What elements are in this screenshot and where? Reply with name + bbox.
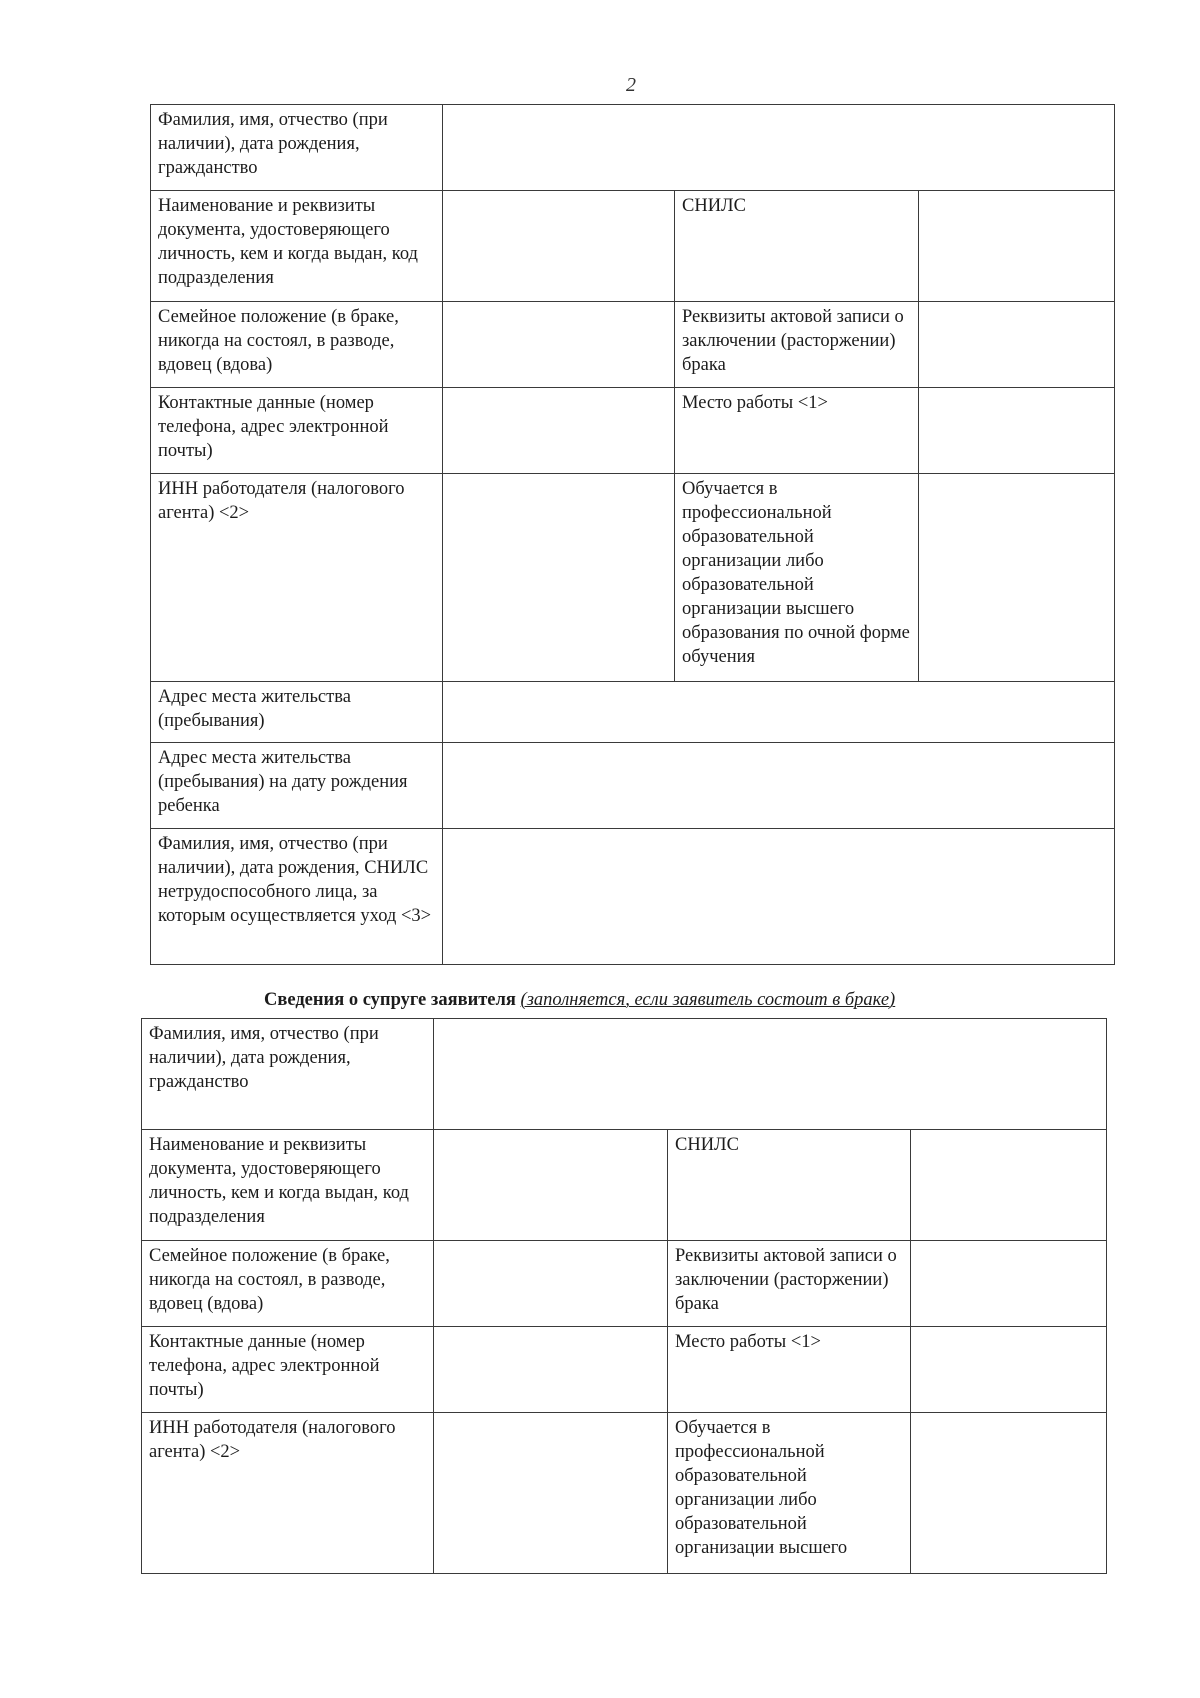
applicant-residence-address-label: Адрес места жительства (пребывания) [151, 682, 443, 743]
applicant-education-field[interactable] [919, 474, 1115, 682]
page-number: 2 [626, 74, 636, 96]
spouse-marital-status-field[interactable] [434, 1241, 668, 1327]
applicant-full-name-field[interactable] [443, 105, 1115, 191]
applicant-contacts-field[interactable] [443, 388, 675, 474]
spouse-row-marital-status [142, 1241, 1107, 1327]
spouse-full-name-label: Фамилия, имя, отчество (при наличии), дата рождения, гражданство [142, 1019, 434, 1130]
spouse-snils-label: СНИЛС [668, 1130, 911, 1241]
spouse-heading-title: Сведения о супруге заявителя [264, 990, 516, 1010]
applicant-row-employer-inn [151, 474, 1115, 682]
spouse-employer-inn-label: ИНН работодателя (налогового агента) <2> [142, 1413, 434, 1574]
spouse-row-contacts [142, 1327, 1107, 1413]
spouse-marital-status-label: Семейное положение (в браке, никогда на состоял, в разводе, вдовец (вдова) [142, 1241, 434, 1327]
applicant-identity-document-field[interactable] [443, 191, 675, 302]
applicant-employer-inn-field[interactable] [443, 474, 675, 682]
applicant-row-identity-document [151, 191, 1115, 302]
spouse-employer-inn-field[interactable] [434, 1413, 668, 1574]
spouse-contacts-label: Контактные данные (номер телефона, адрес электронной почты) [142, 1327, 434, 1413]
spouse-identity-document-field[interactable] [434, 1130, 668, 1241]
applicant-marriage-record-field[interactable] [919, 302, 1115, 388]
applicant-workplace-field[interactable] [919, 388, 1115, 474]
applicant-table [150, 104, 1115, 965]
applicant-workplace-label: Место работы <1> [675, 388, 919, 474]
spouse-marriage-record-field[interactable] [911, 1241, 1107, 1327]
applicant-row-residence-at-birth [151, 743, 1115, 829]
applicant-row-contacts [151, 388, 1115, 474]
spouse-table [141, 1018, 1107, 1574]
applicant-row-disabled-person [151, 829, 1115, 965]
spouse-contacts-field[interactable] [434, 1327, 668, 1413]
applicant-residence-at-birth-label: Адрес места жительства (пребывания) на дату рождения ребенка [151, 743, 443, 829]
spouse-full-name-field[interactable] [434, 1019, 1107, 1130]
spouse-identity-document-label: Наименование и реквизиты документа, удостоверяющего личность, кем и когда выдан, код подразделения [142, 1130, 434, 1241]
spouse-heading-note: (заполняется, если заявитель состоит в браке) [520, 990, 896, 1010]
applicant-row-marital-status [151, 302, 1115, 388]
spouse-snils-field[interactable] [911, 1130, 1107, 1241]
spouse-education-field[interactable] [911, 1413, 1107, 1574]
spouse-section-heading [264, 990, 895, 1011]
applicant-snils-label: СНИЛС [675, 191, 919, 302]
applicant-residence-address-field[interactable] [443, 682, 1115, 743]
spouse-education-label: Обучается в профессиональной образовательной организации либо образовательной организации высшего [668, 1413, 911, 1574]
applicant-row-residence-address [151, 682, 1115, 743]
spouse-row-full-name [142, 1019, 1107, 1130]
applicant-marital-status-label: Семейное положение (в браке, никогда на состоял, в разводе, вдовец (вдова) [151, 302, 443, 388]
applicant-education-label: Обучается в профессиональной образовательной организации либо образовательной организации высшего образования по очной форме обучения [675, 474, 919, 682]
applicant-marriage-record-label: Реквизиты актовой записи о заключении (расторжении) брака [675, 302, 919, 388]
applicant-disabled-person-field[interactable] [443, 829, 1115, 965]
applicant-contacts-label: Контактные данные (номер телефона, адрес электронной почты) [151, 388, 443, 474]
applicant-employer-inn-label: ИНН работодателя (налогового агента) <2> [151, 474, 443, 682]
applicant-snils-field[interactable] [919, 191, 1115, 302]
applicant-row-full-name [151, 105, 1115, 191]
spouse-workplace-field[interactable] [911, 1327, 1107, 1413]
spouse-row-identity-document [142, 1130, 1107, 1241]
applicant-residence-at-birth-field[interactable] [443, 743, 1115, 829]
spouse-workplace-label: Место работы <1> [668, 1327, 911, 1413]
applicant-identity-document-label: Наименование и реквизиты документа, удостоверяющего личность, кем и когда выдан, код подразделения [151, 191, 443, 302]
applicant-marital-status-field[interactable] [443, 302, 675, 388]
spouse-row-employer-inn [142, 1413, 1107, 1574]
applicant-full-name-label: Фамилия, имя, отчество (при наличии), дата рождения, гражданство [151, 105, 443, 191]
spouse-marriage-record-label: Реквизиты актовой записи о заключении (расторжении) брака [668, 1241, 911, 1327]
applicant-disabled-person-label: Фамилия, имя, отчество (при наличии), дата рождения, СНИЛС нетрудоспособного лица, за которым осуществляется уход <3> [151, 829, 443, 965]
